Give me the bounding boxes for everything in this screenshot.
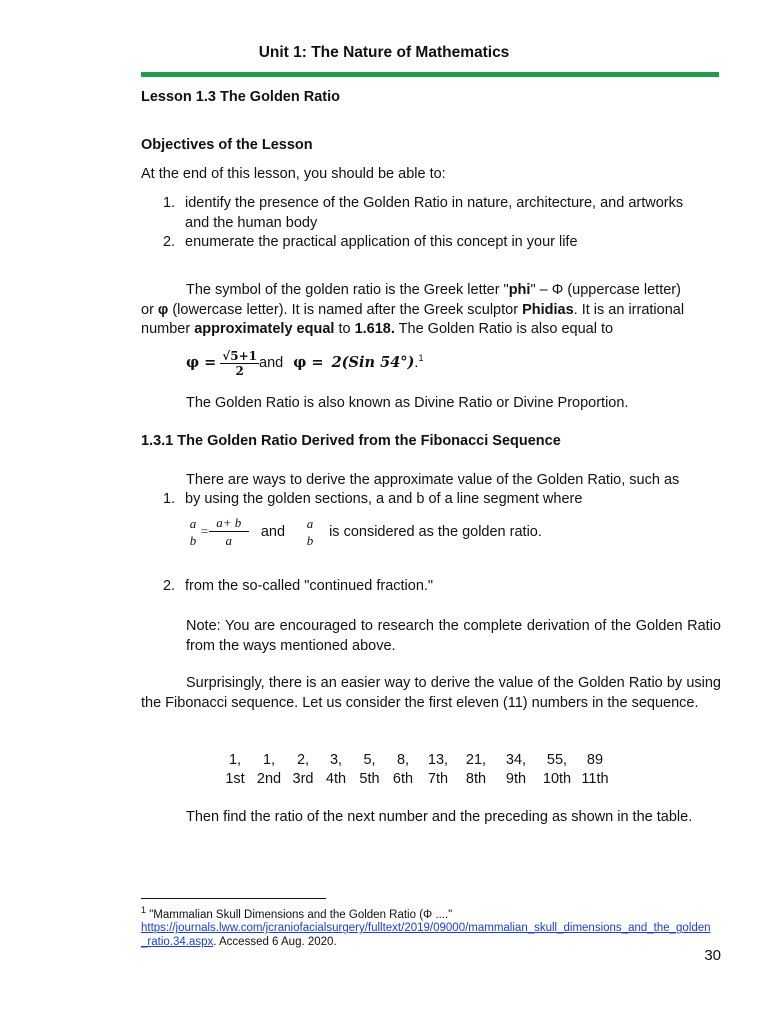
ways-intro: There are ways to derive the approximate value of the Golden Ratio, such as [186,472,680,488]
fib-number: 13, [427,752,449,768]
denominator: b [306,532,314,548]
fib-ordinal: 2nd [256,771,282,787]
fraction-numerator: √5+1 [222,348,257,363]
golden-ratio-text: is considered as the golden ratio. [329,523,542,540]
footnote-mark: 1 [418,353,424,363]
fib-number: 55, [546,752,568,768]
footnote-divider [141,898,326,899]
golden-value: 1.618. [354,321,395,337]
phi-formula [186,340,423,376]
fib-ordinal: 5th [359,771,380,787]
fib-number: 2, [296,752,310,768]
equals: = [200,523,209,539]
section-heading: 1.3.1 The Golden Ratio Derived from the Fibonacci Sequence [141,433,561,449]
approx-equal: approximately equal [194,321,335,337]
text: . [414,354,419,371]
fib-ordinal: 7th [427,771,449,787]
sin-expression: 2(Sin 54°) [331,353,415,371]
footnote-accessed: . Accessed 6 Aug. 2020. [213,935,337,948]
fib-number: 1, [262,752,276,768]
list-number: 1. [163,195,176,211]
objectives-intro: At the end of this lesson, you should be able to: [141,166,446,182]
footnote-link[interactable]: https://journals.lww.com/jcraniofacialsurgery/fulltext/2019/09000/mammalian_skull_dimensions_and_the_golden [141,922,711,935]
then-paragraph: Then find the ratio of the next number and the preceding as shown in the table. [186,809,693,825]
list-number: 2. [163,234,176,250]
way-item [163,491,582,507]
fib-ordinal: 11th [581,771,609,787]
footnote-link-cont[interactable]: _ratio.34.aspx [141,935,214,948]
page-number: 30 [704,947,721,964]
fraction-denominator: 2 [235,363,244,378]
text: (lowercase letter). It is named after the Greek sculptor [168,301,523,318]
fib-ordinal: 10th [542,771,572,787]
fib-ordinal: 4th [325,771,347,787]
phi-word: phi [508,282,531,298]
header-divider [141,72,719,77]
text: The Golden Ratio is also equal to [394,321,614,337]
ratio-formula [186,514,542,549]
denominator: a [225,533,233,548]
way-text: from the so-called "continued fraction." [185,578,434,594]
phi-eq: φ = [186,353,217,371]
way-item [163,578,433,594]
fib-number: 8, [396,752,410,768]
unit-title: Unit 1: The Nature of Mathematics [258,44,510,61]
fib-ordinal: 3rd [292,771,314,787]
objective-text: identify the presence of the Golden Ratio in nature, architecture, and artworks [185,195,684,211]
sqrt-fraction [220,349,259,378]
objective-item [163,233,733,253]
and-text: and [260,523,286,540]
fib-ordinal: 6th [392,771,414,787]
numerator: a [306,515,314,531]
phi-lower: φ [157,301,169,318]
lesson-title: Lesson 1.3 The Golden Ratio [141,89,341,105]
text: number [141,321,195,337]
fib-ordinal: 9th [505,771,527,787]
symbol-paragraph [141,281,721,340]
numerator: a [189,515,197,531]
footnote-title: "Mammalian Skull Dimensions and the Golden Ratio (Φ ...." [149,908,453,921]
objective-text: enumerate the practical application of this concept in your life [185,234,578,250]
list-number: 1. [163,491,176,507]
fraction-apb-a [209,514,249,549]
objective-text-cont: and the human body [185,214,318,231]
objectives-heading: Objectives of the Lesson [141,137,313,153]
text: or [141,301,158,318]
objective-item [163,194,733,233]
fraction-a-b [186,515,200,549]
and-text: and [259,354,284,371]
fraction-a-b-2 [303,515,317,549]
text: to [334,321,355,337]
numerator: a+ b [209,514,249,532]
denominator: b [189,532,197,548]
footnote [141,904,721,949]
fib-number: 3, [329,752,343,768]
fib-number: 21, [465,752,487,768]
fib-number: 89 [586,752,604,768]
fib-number: 1, [228,752,242,768]
fib-ordinal: 1st [225,771,245,787]
note-paragraph: Note: You are encouraged to research the complete derivation of the Golden Ratio from the ways mentioned above. [186,618,721,654]
text: The symbol of the golden ratio is the Greek letter " [186,282,509,298]
divine-paragraph: The Golden Ratio is also known as Divine Ratio or Divine Proportion. [186,395,629,411]
footnote-number: 1 [141,905,147,915]
fib-number: 34, [505,752,527,768]
fibonacci-numbers [218,752,613,768]
list-number: 2. [163,578,176,594]
fib-number: 5, [363,752,376,768]
surprise-paragraph: Surprisingly, there is an easier way to derive the value of the Golden Ratio by using the Fibonacci sequence. Let us consider the first eleven (11) numbers in the sequence. [141,675,721,711]
phi-eq-2: φ = [293,353,324,371]
text: " – Φ (uppercase letter) [530,282,681,298]
phidias: Phidias [522,301,574,318]
way-text: by using the golden sections, a and b of a line segment where [185,491,583,507]
fib-ordinal: 8th [465,771,487,787]
fibonacci-ordinals [218,771,613,787]
text: . It is an irrational [573,301,685,318]
